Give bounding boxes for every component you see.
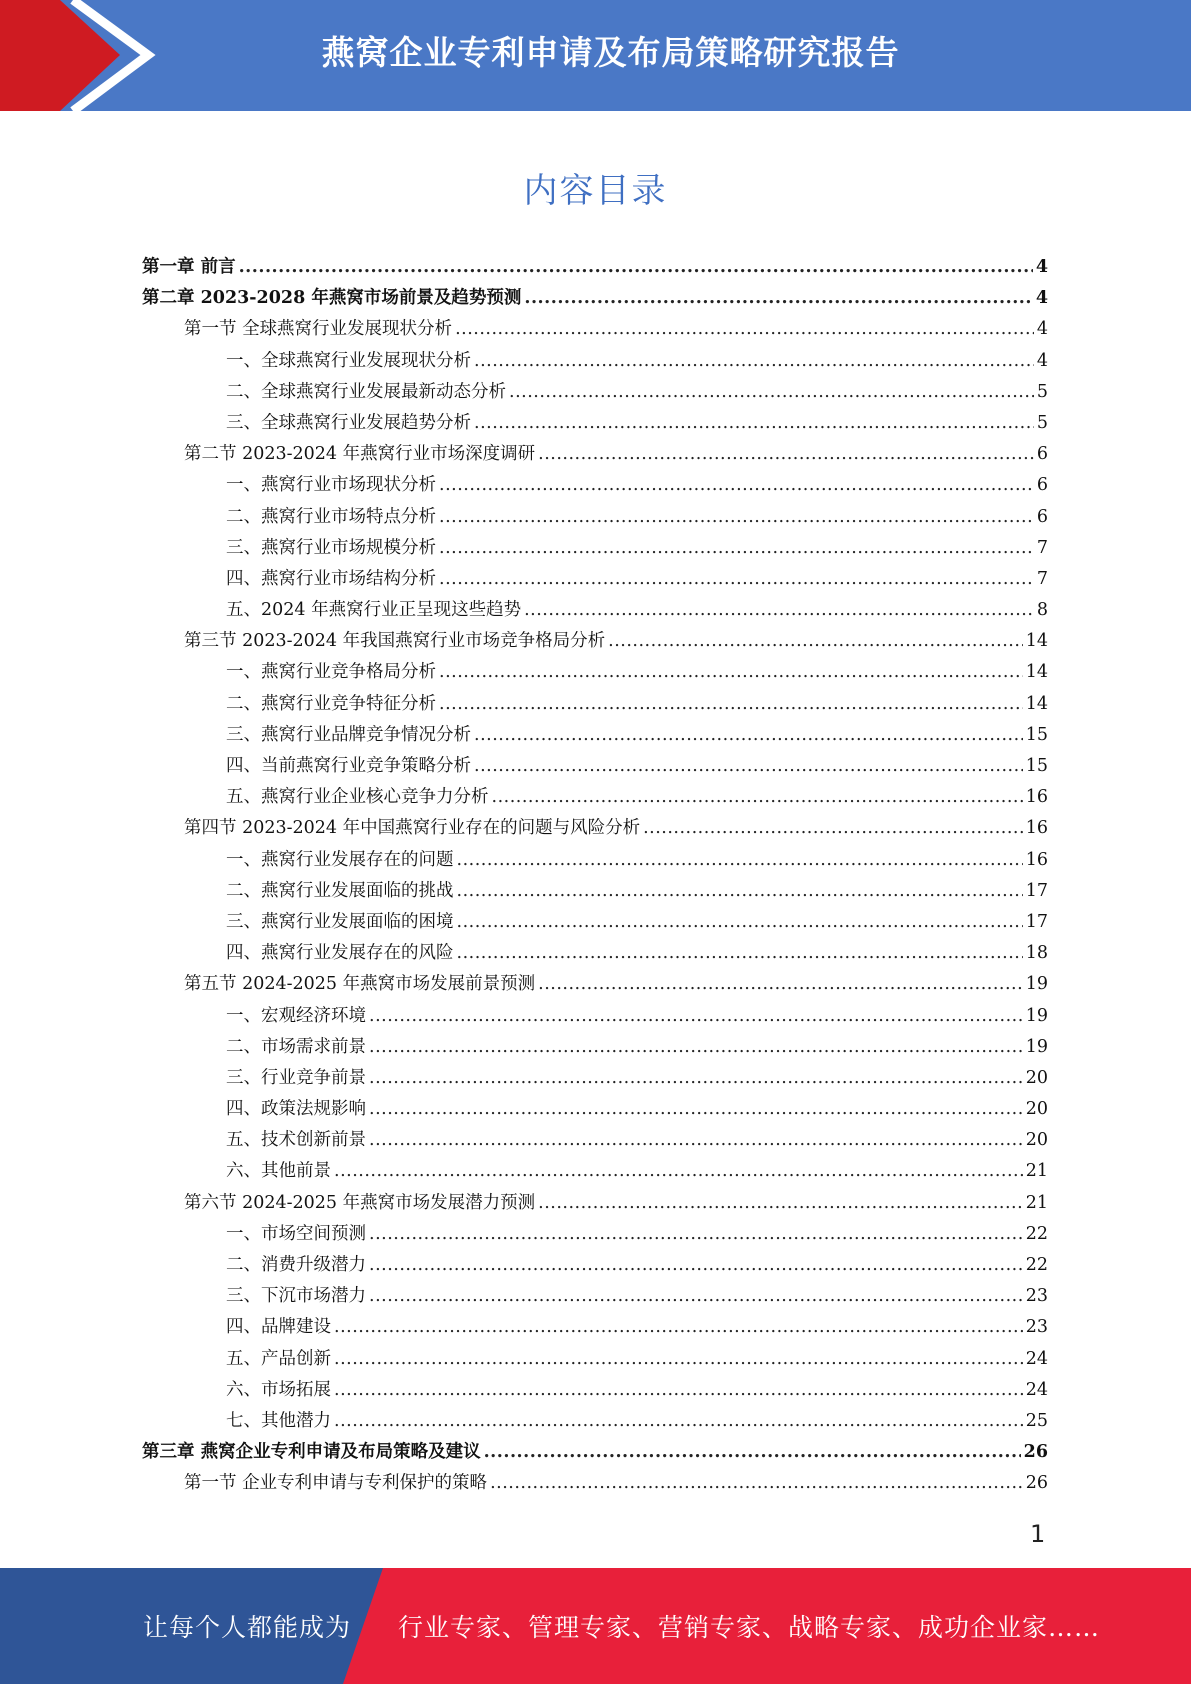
toc-leader-dots	[369, 1068, 1023, 1088]
toc-leader-dots	[369, 1224, 1023, 1244]
toc-leader-dots	[369, 1037, 1023, 1057]
toc-heading: 内容目录	[523, 171, 668, 211]
toc-entry[interactable]	[142, 378, 1048, 409]
toc-entry-label: 三、燕窝行业品牌竞争情况分析	[226, 724, 471, 745]
toc-leader-dots	[474, 351, 1034, 371]
toc-entry-label: 四、当前燕窝行业竞争策略分析	[226, 756, 471, 776]
toc-entry-page: 21	[1025, 1161, 1048, 1182]
toc-entry-label: 三、下沉市场潜力	[226, 1286, 366, 1307]
toc-entry-label: 二、燕窝行业竞争特征分析	[226, 693, 436, 714]
toc-entry[interactable]	[142, 783, 1048, 814]
toc-entry-page: 17	[1025, 911, 1048, 932]
toc-entry-label: 一、全球燕窝行业发展现状分析	[226, 350, 471, 371]
toc-entry[interactable]	[142, 1126, 1048, 1157]
toc-entry-page: 19	[1025, 1036, 1048, 1057]
toc-leader-dots	[334, 1161, 1023, 1181]
toc-entry[interactable]	[142, 1469, 1048, 1500]
toc-leader-dots	[439, 569, 1034, 589]
toc-entry-page: 14	[1025, 693, 1048, 714]
toc-leader-dots	[334, 1411, 1023, 1431]
toc-leader-dots	[439, 694, 1023, 714]
toc-entry[interactable]	[142, 1282, 1048, 1313]
toc-entry-page: 14	[1025, 662, 1048, 683]
toc-leader-dots	[439, 475, 1034, 495]
toc-leader-dots	[538, 444, 1034, 464]
toc-entry[interactable]	[142, 1407, 1048, 1438]
toc-entry[interactable]	[142, 440, 1048, 471]
toc-entry-page: 20	[1025, 1130, 1048, 1151]
toc-entry-label: 二、燕窝行业发展面临的挑战	[226, 880, 454, 901]
toc-entry-label: 第二章 2023-2028 年燕窝市场前景及趋势预测	[142, 288, 522, 309]
toc-entry-page: 24	[1025, 1348, 1048, 1369]
toc-entry-label: 五、产品创新	[226, 1348, 331, 1369]
toc-entry-label: 四、燕窝行业发展存在的风险	[226, 943, 454, 964]
toc-entry-label: 第六节 2024-2025 年燕窝市场发展潜力预测	[184, 1192, 536, 1213]
toc-leader-dots	[524, 600, 1034, 620]
toc-entry-page: 5	[1036, 381, 1048, 402]
toc-entry-label: 三、燕窝行业市场规模分析	[226, 537, 436, 558]
toc-entry-page: 4	[1035, 257, 1048, 277]
toc-entry-label: 第四节 2023-2024 年中国燕窝行业存在的问题与风险分析	[184, 818, 641, 839]
toc-entry[interactable]	[142, 939, 1048, 970]
toc-entry-page: 19	[1025, 1005, 1048, 1026]
toc-leader-dots	[490, 1473, 1023, 1493]
toc-entry-page: 7	[1036, 537, 1048, 558]
toc-entry[interactable]	[142, 347, 1048, 378]
toc-leader-dots	[334, 1349, 1023, 1369]
toc-entry-label: 一、宏观经济环境	[226, 1005, 366, 1026]
toc-entry-page: 20	[1025, 1067, 1048, 1088]
toc-entry[interactable]	[142, 1313, 1048, 1344]
toc-leader-dots	[474, 756, 1023, 776]
toc-leader-dots	[457, 912, 1023, 932]
toc-leader-dots	[643, 818, 1023, 838]
toc-entry[interactable]	[142, 1002, 1048, 1033]
toc-entry-label: 六、市场拓展	[226, 1379, 331, 1400]
toc-entry-label: 七、其他潜力	[226, 1410, 331, 1431]
toc-entry[interactable]	[142, 253, 1048, 284]
toc-entry-label: 三、行业竞争前景	[226, 1067, 366, 1088]
toc-leader-dots	[474, 413, 1034, 433]
toc-leader-dots	[439, 662, 1023, 682]
toc-entry-page: 20	[1025, 1099, 1048, 1120]
toc-entry-label: 一、燕窝行业市场现状分析	[226, 475, 436, 496]
toc-entry-page: 6	[1036, 444, 1048, 465]
toc-leader-dots	[538, 974, 1023, 994]
toc-entry[interactable]	[142, 503, 1048, 534]
toc-entry[interactable]	[142, 690, 1048, 721]
toc-entry-page: 16	[1025, 818, 1048, 839]
toc-entry-page: 25	[1025, 1410, 1048, 1431]
toc-entry-label: 二、消费升级潜力	[226, 1255, 366, 1275]
toc-entry[interactable]	[142, 315, 1048, 346]
toc-leader-dots	[474, 725, 1023, 745]
toc-leader-dots	[334, 1317, 1023, 1337]
toc-entry[interactable]	[142, 1220, 1048, 1251]
toc-entry-label: 二、市场需求前景	[226, 1036, 366, 1057]
toc-entry-page: 4	[1036, 319, 1048, 340]
table-of-contents	[142, 253, 1048, 1501]
toc-leader-dots	[369, 1006, 1023, 1026]
toc-leader-dots	[439, 538, 1034, 558]
toc-entry-label: 四、政策法规影响	[226, 1099, 366, 1120]
toc-entry-page: 14	[1025, 631, 1048, 652]
toc-entry[interactable]	[142, 1376, 1048, 1407]
toc-leader-dots	[457, 943, 1023, 963]
toc-entry-page: 26	[1025, 1473, 1048, 1494]
page-header	[0, 0, 1191, 111]
toc-entry-page: 7	[1036, 568, 1048, 589]
toc-entry[interactable]	[142, 565, 1048, 596]
toc-entry-label: 第三章 燕窝企业专利申请及布局策略及建议	[142, 1442, 481, 1463]
toc-entry[interactable]	[142, 627, 1048, 658]
toc-entry-label: 二、燕窝行业市场特点分析	[226, 506, 436, 527]
toc-entry-page: 6	[1036, 475, 1048, 496]
toc-entry[interactable]	[142, 846, 1048, 877]
toc-leader-dots	[524, 288, 1032, 308]
toc-leader-dots	[369, 1255, 1023, 1275]
toc-entry-label: 四、品牌建设	[226, 1317, 331, 1338]
toc-entry-label: 三、全球燕窝行业发展趋势分析	[226, 412, 471, 433]
toc-entry[interactable]	[142, 534, 1048, 565]
toc-leader-dots	[538, 1193, 1023, 1213]
footer-slogan-left: 让每个人都能成为	[143, 1613, 352, 1642]
toc-leader-dots	[457, 881, 1023, 901]
toc-entry-page: 24	[1025, 1379, 1048, 1400]
toc-entry[interactable]	[142, 1157, 1048, 1188]
toc-leader-dots	[369, 1130, 1023, 1150]
toc-entry[interactable]	[142, 409, 1048, 440]
toc-entry-label: 六、其他前景	[226, 1161, 331, 1182]
page-footer	[0, 1568, 1191, 1684]
toc-entry[interactable]	[142, 1438, 1048, 1469]
toc-entry[interactable]	[142, 721, 1048, 752]
toc-leader-dots	[484, 1442, 1021, 1462]
toc-entry-label: 二、全球燕窝行业发展最新动态分析	[226, 381, 506, 402]
toc-entry[interactable]	[142, 814, 1048, 845]
toc-entry-page: 16	[1025, 787, 1048, 808]
toc-entry-label: 一、燕窝行业竞争格局分析	[226, 662, 436, 683]
toc-entry[interactable]	[142, 1189, 1048, 1220]
toc-entry-label: 第二节 2023-2024 年燕窝行业市场深度调研	[184, 444, 536, 465]
toc-entry-page: 23	[1025, 1286, 1048, 1307]
toc-entry-page: 18	[1025, 943, 1048, 964]
toc-entry-page: 23	[1025, 1317, 1048, 1338]
toc-entry-page: 19	[1025, 974, 1048, 995]
toc-entry-page: 22	[1025, 1223, 1048, 1244]
toc-entry-page: 16	[1025, 849, 1048, 870]
toc-entry[interactable]	[142, 752, 1048, 783]
toc-entry-label: 第五节 2024-2025 年燕窝市场发展前景预测	[184, 974, 536, 995]
toc-leader-dots	[509, 382, 1034, 402]
toc-entry-label: 第一章 前言	[142, 257, 236, 277]
toc-entry-page: 15	[1025, 724, 1048, 745]
toc-entry[interactable]	[142, 1345, 1048, 1376]
toc-leader-dots	[455, 319, 1034, 339]
toc-entry-page: 5	[1036, 412, 1048, 433]
toc-entry[interactable]	[142, 284, 1048, 315]
page-number: 1	[1030, 1520, 1046, 1548]
toc-entry[interactable]	[142, 970, 1048, 1001]
toc-entry[interactable]	[142, 658, 1048, 689]
toc-entry-label: 五、燕窝行业企业核心竞争力分析	[226, 787, 489, 808]
toc-entry-page: 26	[1023, 1442, 1048, 1463]
toc-leader-dots	[439, 507, 1034, 527]
toc-entry[interactable]	[142, 471, 1048, 502]
toc-leader-dots	[334, 1380, 1023, 1400]
toc-leader-dots	[369, 1099, 1023, 1119]
toc-entry[interactable]	[142, 1251, 1048, 1282]
toc-entry-page: 6	[1036, 506, 1048, 527]
toc-entry-label: 一、市场空间预测	[226, 1223, 366, 1244]
toc-entry-page: 15	[1025, 756, 1048, 776]
toc-entry-page: 4	[1036, 350, 1048, 371]
toc-entry[interactable]	[142, 1064, 1048, 1095]
toc-entry-page: 21	[1025, 1192, 1048, 1213]
toc-entry-label: 第一节 全球燕窝行业发展现状分析	[184, 319, 453, 340]
toc-entry-page: 8	[1036, 600, 1048, 621]
toc-entry-page: 4	[1035, 288, 1048, 309]
toc-leader-dots	[457, 850, 1023, 870]
toc-entry-page: 17	[1025, 880, 1048, 901]
toc-entry[interactable]	[142, 877, 1048, 908]
toc-entry-label: 四、燕窝行业市场结构分析	[226, 568, 436, 589]
toc-entry-label: 三、燕窝行业发展面临的困境	[226, 911, 454, 932]
toc-entry-label: 一、燕窝行业发展存在的问题	[226, 849, 454, 870]
toc-entry-label: 第一节 企业专利申请与专利保护的策略	[184, 1473, 488, 1494]
toc-entry[interactable]	[142, 908, 1048, 939]
toc-entry-label: 五、技术创新前景	[226, 1130, 366, 1151]
toc-leader-dots	[608, 631, 1023, 651]
toc-entry-label: 第三节 2023-2024 年我国燕窝行业市场竞争格局分析	[184, 631, 606, 652]
toc-entry-page: 22	[1025, 1255, 1048, 1275]
footer-slogan-right: 行业专家、管理专家、营销专家、战略专家、成功企业家……	[398, 1613, 1101, 1642]
toc-entry[interactable]	[142, 596, 1048, 627]
toc-entry[interactable]	[142, 1033, 1048, 1064]
toc-entry-label: 五、2024 年燕窝行业正呈现这些趋势	[226, 600, 522, 621]
toc-leader-dots	[492, 787, 1023, 807]
toc-leader-dots	[239, 257, 1033, 277]
toc-entry[interactable]	[142, 1095, 1048, 1126]
report-title: 燕窝企业专利申请及布局策略研究报告	[321, 33, 900, 72]
toc-leader-dots	[369, 1286, 1023, 1306]
